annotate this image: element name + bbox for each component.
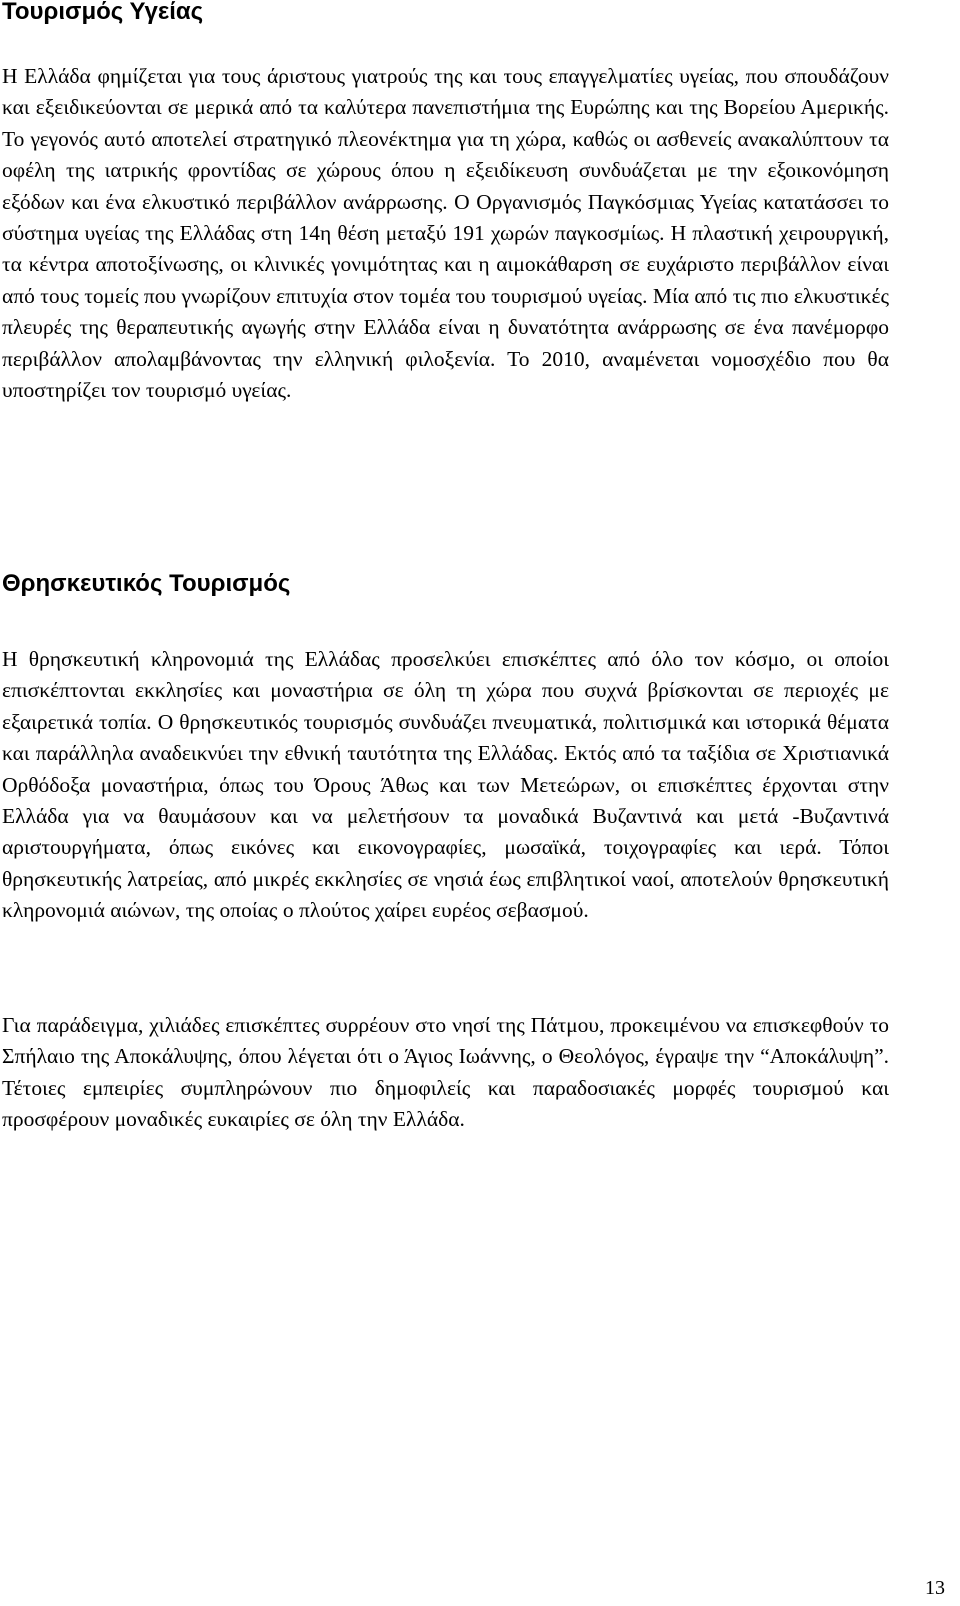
- section-heading-health-tourism: Τουρισμός Υγείας: [2, 0, 204, 25]
- religious-tourism-paragraph-1: Η θρησκευτική κληρονομιά της Ελλάδας προσελκύει επισκέπτες από όλο τον κόσμο, οι οποίοι επισκέπτονται εκκλησίες και μοναστήρια σε όλη τη χώρα που συχνά βρίσκονται σε περιοχές με εξαιρετικά τοπία. Ο θρησκευτικός τουρισμός συνδυάζει πνευματικά, πολιτισμικά και ιστορικά θέματα και παράλληλα αναδεικνύει την εθνική ταυτότητα της Ελλάδας. Εκτός από τα ταξίδια σε Χριστιανικά Ορθόδοξα μοναστήρια, όπως του Όρους Άθως και των Μετεώρων, οι επισκέπτες έρχονται στην Ελλάδα για να θαυμάσουν και να μελετήσουν τα μοναδικά Βυζαντινά και μετά -Βυζαντινά αριστουργήματα, όπως εικόνες και εικονογραφίες, μωσαϊκά, τοιχογραφίες και ιερά. Τόποι θρησκευτικής λατρείας, από μικρές εκκλησίες σε νησιά έως επιβλητικοί ναοί, αποτελούν θρησκευτική κληρονομιά αιώνων, της οποίας ο πλούτος χαίρει ευρέος σεβασμού.: [2, 647, 889, 923]
- section-heading-religious-tourism: Θρησκευτικός Τουρισμός: [2, 570, 291, 597]
- religious-tourism-paragraph-2: Για παράδειγμα, χιλιάδες επισκέπτες συρρέουν στο νησί της Πάτμου, προκειμένου να επισκεφθούν το Σπήλαιο της Αποκάλυψης, όπου λέγεται ότι ο Άγιος Ιωάννης, ο Θεολόγος, έγραψε την “Αποκάλυψη”. Τέτοιες εμπειρίες συμπληρώνουν πιο δημοφιλείς και παραδοσιακές μορφές τουρισμού και προσφέρουν μοναδικές ευκαιρίες σε όλη την Ελλάδα.: [2, 1013, 889, 1132]
- page-number: 13: [925, 1577, 945, 1599]
- health-tourism-paragraph: Η Ελλάδα φημίζεται για τους άριστους γιατρούς της και τους επαγγελματίες υγείας, που σπουδάζουν και εξειδικεύονται σε μερικά από τα καλύτερα πανεπιστήμια της Ευρώπης και της Βορείου Αμερικής. Το γεγονός αυτό αποτελεί στρατηγικό πλεονέκτημα για τη χώρα, καθώς οι ασθενείς ανακαλύπτουν τα οφέλη της ιατρικής φροντίδας σε χώρους όπου η εξειδίκευση συνδυάζεται με την εξοικονόμηση εξόδων και ένα ελκυστικό περιβάλλον ανάρρωσης. Ο Οργανισμός Παγκόσμιας Υγείας κατατάσσει το σύστημα υγείας της Ελλάδας στη 14η θέση μεταξύ 191 χωρών παγκοσμίως. Η πλαστική χειρουργική, τα κέντρα αποτοξίνωσης, οι κλινικές γονιμότητας και η αιμοκάθαρση σε ευχάριστο περιβάλλον είναι από τους τομείς που γνωρίζουν επιτυχία στον τομέα του τουρισμού υγείας. Μία από τις πιο ελκυστικές πλευρές της θεραπευτικής αγωγής στην Ελλάδα είναι η δυνατότητα ανάρρωσης σε ένα πανέμορφο περιβάλλον απολαμβάνοντας την ελληνική φιλοξενία. Το 2010, αναμένεται νομοσχέδιο που θα υποστηρίζει τον τουρισμό υγείας.: [2, 64, 889, 403]
